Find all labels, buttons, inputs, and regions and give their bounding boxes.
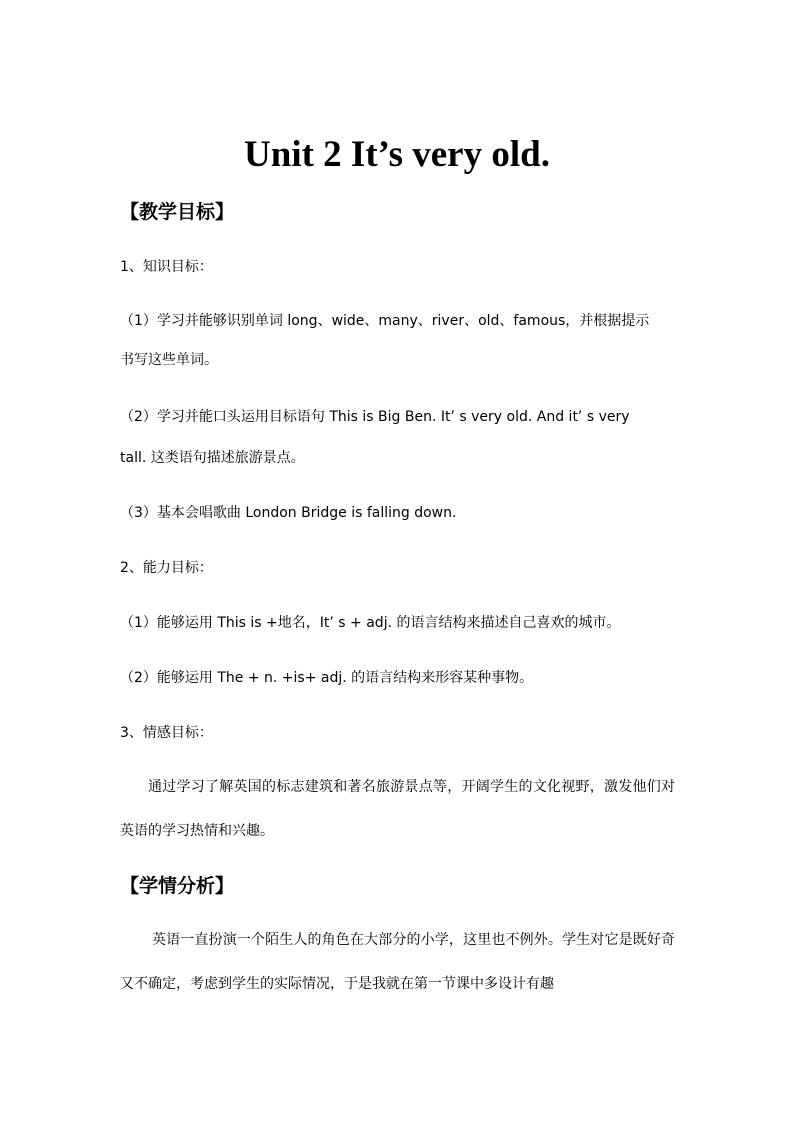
knowledge-item-1-line-1: （1）学习并能够识别单词 long、wide、many、river、old、famous，并根据提示 — [120, 313, 650, 329]
analysis-paragraph: 英语一直扮演一个陌生人的角色在大部分的小学，这里也不例外。学生对它是既好奇又不确定，考虑到学生的实际情况，于是我就在第一节课中多设计有趣 — [120, 932, 675, 992]
emotion-paragraph: 通过学习了解英国的标志建筑和著名旅游景点等，开阔学生的文化视野，激发他们对英语的学习热情和兴趣。 — [120, 779, 675, 839]
knowledge-item-3: （3）基本会唱歌曲 London Bridge is falling down. — [120, 505, 457, 521]
emotion-heading: 3、情感目标： — [120, 725, 213, 741]
analysis-heading: 【学情分析】 — [120, 875, 235, 897]
knowledge-item-2-line-2: tall. 这类语句描述旅游景点。 — [120, 450, 305, 466]
ability-item-2: （2）能够运用 The + n. +is+ adj. 的语言结构来形容某种事物。 — [120, 670, 534, 686]
ability-item-1: （1）能够运用 This is +地名，It’ s + adj. 的语言结构来描述自己喜欢的城市。 — [120, 615, 621, 631]
ability-heading: 2、能力目标： — [120, 560, 213, 576]
knowledge-item-1-line-2: 书写这些单词。 — [120, 352, 218, 368]
knowledge-heading: 1、知识目标： — [120, 259, 213, 275]
page-title: Unit 2 It’s very old. — [244, 134, 550, 175]
knowledge-item-2-line-1: （2）学习并能口头运用目标语句 This is Big Ben. It’ s very old. And it’ s very — [120, 409, 630, 425]
objectives-heading: 【教学目标】 — [120, 201, 235, 223]
